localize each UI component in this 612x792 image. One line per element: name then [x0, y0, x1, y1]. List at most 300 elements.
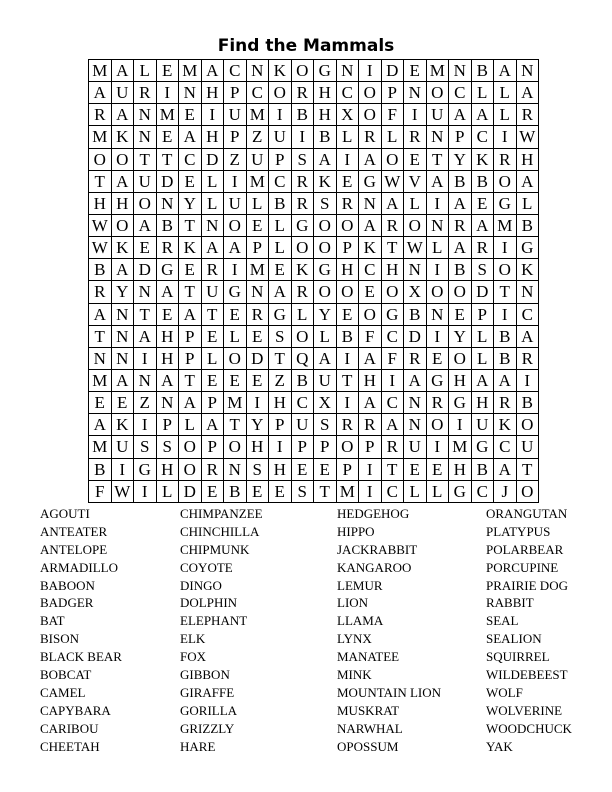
grid-cell[interactable]: I [336, 347, 359, 369]
grid-cell[interactable]: I [111, 458, 134, 480]
grid-cell[interactable]: D [404, 325, 427, 347]
grid-cell[interactable]: R [359, 414, 382, 436]
grid-cell[interactable]: P [224, 126, 247, 148]
grid-cell[interactable]: Z [246, 126, 269, 148]
grid-cell[interactable]: B [89, 458, 112, 480]
grid-cell[interactable]: T [426, 148, 449, 170]
grid-cell[interactable]: A [404, 369, 427, 391]
grid-cell[interactable]: I [134, 480, 157, 502]
grid-cell[interactable]: A [494, 369, 517, 391]
grid-cell[interactable]: A [516, 82, 539, 104]
grid-cell[interactable]: R [426, 392, 449, 414]
grid-cell[interactable]: O [516, 414, 539, 436]
grid-cell[interactable]: N [359, 192, 382, 214]
grid-cell[interactable]: N [111, 347, 134, 369]
grid-cell[interactable]: D [471, 281, 494, 303]
grid-cell[interactable]: T [381, 458, 404, 480]
grid-cell[interactable]: S [269, 325, 292, 347]
grid-cell[interactable]: A [314, 347, 337, 369]
grid-cell[interactable]: C [224, 60, 247, 82]
grid-cell[interactable]: L [134, 60, 157, 82]
grid-cell[interactable]: I [269, 436, 292, 458]
grid-cell[interactable]: I [246, 392, 269, 414]
grid-cell[interactable]: L [179, 414, 202, 436]
grid-cell[interactable]: X [336, 104, 359, 126]
grid-cell[interactable]: Z [269, 369, 292, 391]
grid-cell[interactable]: O [336, 214, 359, 236]
grid-cell[interactable]: R [381, 436, 404, 458]
grid-cell[interactable]: S [471, 259, 494, 281]
grid-cell[interactable]: R [201, 259, 224, 281]
grid-cell[interactable]: D [179, 480, 202, 502]
grid-cell[interactable]: A [89, 303, 112, 325]
grid-cell[interactable]: A [111, 104, 134, 126]
grid-cell[interactable]: O [359, 104, 382, 126]
grid-cell[interactable]: G [426, 369, 449, 391]
grid-cell[interactable]: Y [246, 414, 269, 436]
grid-cell[interactable]: C [516, 303, 539, 325]
grid-cell[interactable]: O [494, 259, 517, 281]
grid-cell[interactable]: S [291, 148, 314, 170]
grid-cell[interactable]: B [494, 347, 517, 369]
grid-cell[interactable]: N [516, 281, 539, 303]
grid-cell[interactable]: I [224, 259, 247, 281]
grid-cell[interactable]: C [494, 436, 517, 458]
grid-cell[interactable]: O [224, 347, 247, 369]
grid-cell[interactable]: O [404, 214, 427, 236]
grid-cell[interactable]: T [224, 414, 247, 436]
grid-cell[interactable]: E [156, 126, 179, 148]
grid-cell[interactable]: L [201, 347, 224, 369]
grid-cell[interactable]: L [156, 480, 179, 502]
grid-cell[interactable]: N [179, 82, 202, 104]
grid-cell[interactable]: A [179, 392, 202, 414]
grid-cell[interactable]: A [359, 347, 382, 369]
grid-cell[interactable]: B [336, 325, 359, 347]
grid-cell[interactable]: P [179, 347, 202, 369]
grid-cell[interactable]: G [269, 303, 292, 325]
grid-cell[interactable]: T [516, 458, 539, 480]
grid-cell[interactable]: R [291, 82, 314, 104]
grid-cell[interactable]: R [89, 104, 112, 126]
grid-cell[interactable]: O [314, 237, 337, 259]
grid-cell[interactable]: H [314, 82, 337, 104]
grid-cell[interactable]: W [89, 237, 112, 259]
grid-cell[interactable]: R [291, 170, 314, 192]
grid-cell[interactable]: H [449, 458, 472, 480]
grid-cell[interactable]: G [494, 192, 517, 214]
grid-cell[interactable]: E [246, 480, 269, 502]
grid-cell[interactable]: O [426, 281, 449, 303]
grid-cell[interactable]: N [246, 60, 269, 82]
grid-cell[interactable]: K [314, 170, 337, 192]
grid-cell[interactable]: A [156, 369, 179, 391]
grid-cell[interactable]: A [156, 281, 179, 303]
grid-cell[interactable]: E [449, 303, 472, 325]
grid-cell[interactable]: E [179, 259, 202, 281]
grid-cell[interactable]: E [426, 458, 449, 480]
grid-cell[interactable]: I [269, 104, 292, 126]
grid-cell[interactable]: H [269, 392, 292, 414]
grid-cell[interactable]: H [156, 347, 179, 369]
grid-cell[interactable]: A [471, 214, 494, 236]
grid-cell[interactable]: A [426, 170, 449, 192]
grid-cell[interactable]: B [404, 303, 427, 325]
grid-cell[interactable]: E [404, 148, 427, 170]
grid-cell[interactable]: E [246, 214, 269, 236]
grid-cell[interactable]: L [404, 480, 427, 502]
grid-cell[interactable]: M [179, 60, 202, 82]
grid-cell[interactable]: G [134, 458, 157, 480]
grid-cell[interactable]: R [404, 126, 427, 148]
grid-cell[interactable]: K [179, 237, 202, 259]
grid-cell[interactable]: C [381, 392, 404, 414]
grid-cell[interactable]: H [314, 104, 337, 126]
grid-cell[interactable]: O [449, 347, 472, 369]
grid-cell[interactable]: B [449, 259, 472, 281]
grid-cell[interactable]: A [516, 325, 539, 347]
grid-cell[interactable]: B [516, 392, 539, 414]
grid-cell[interactable]: I [291, 126, 314, 148]
grid-cell[interactable]: E [336, 303, 359, 325]
grid-cell[interactable]: B [291, 104, 314, 126]
grid-cell[interactable]: N [201, 214, 224, 236]
grid-cell[interactable]: R [449, 214, 472, 236]
grid-cell[interactable]: E [224, 303, 247, 325]
grid-cell[interactable]: L [404, 192, 427, 214]
grid-cell[interactable]: H [246, 436, 269, 458]
grid-cell[interactable]: A [471, 369, 494, 391]
grid-cell[interactable]: L [246, 192, 269, 214]
grid-cell[interactable]: M [89, 436, 112, 458]
grid-cell[interactable]: H [156, 325, 179, 347]
grid-cell[interactable]: T [179, 369, 202, 391]
grid-cell[interactable]: N [134, 104, 157, 126]
grid-cell[interactable]: N [111, 325, 134, 347]
grid-cell[interactable]: R [381, 214, 404, 236]
grid-cell[interactable]: T [89, 325, 112, 347]
grid-cell[interactable]: N [89, 347, 112, 369]
grid-cell[interactable]: C [359, 259, 382, 281]
grid-cell[interactable]: G [156, 259, 179, 281]
grid-cell[interactable]: N [449, 60, 472, 82]
grid-cell[interactable]: U [471, 414, 494, 436]
grid-cell[interactable]: D [134, 259, 157, 281]
grid-cell[interactable]: C [179, 148, 202, 170]
grid-cell[interactable]: E [336, 170, 359, 192]
grid-cell[interactable]: E [404, 60, 427, 82]
grid-cell[interactable]: E [224, 369, 247, 391]
grid-cell[interactable]: M [89, 369, 112, 391]
grid-cell[interactable]: A [134, 325, 157, 347]
grid-cell[interactable]: R [471, 237, 494, 259]
grid-cell[interactable]: K [269, 60, 292, 82]
grid-cell[interactable]: O [179, 458, 202, 480]
grid-cell[interactable]: I [494, 126, 517, 148]
grid-cell[interactable]: B [269, 192, 292, 214]
grid-cell[interactable]: P [246, 237, 269, 259]
grid-cell[interactable]: I [359, 60, 382, 82]
grid-cell[interactable]: U [224, 192, 247, 214]
grid-cell[interactable]: H [269, 458, 292, 480]
grid-cell[interactable]: D [156, 170, 179, 192]
grid-cell[interactable]: A [494, 60, 517, 82]
grid-cell[interactable]: W [516, 126, 539, 148]
grid-cell[interactable]: C [269, 170, 292, 192]
grid-cell[interactable]: P [471, 303, 494, 325]
grid-cell[interactable]: Y [449, 148, 472, 170]
grid-cell[interactable]: L [471, 347, 494, 369]
grid-cell[interactable]: L [201, 192, 224, 214]
grid-cell[interactable]: U [269, 126, 292, 148]
grid-cell[interactable]: S [291, 480, 314, 502]
grid-cell[interactable]: O [449, 281, 472, 303]
grid-cell[interactable]: B [449, 170, 472, 192]
grid-cell[interactable]: F [359, 325, 382, 347]
grid-cell[interactable]: E [201, 369, 224, 391]
grid-cell[interactable]: Y [314, 303, 337, 325]
grid-cell[interactable]: T [381, 237, 404, 259]
grid-cell[interactable]: Z [224, 148, 247, 170]
grid-cell[interactable]: P [224, 82, 247, 104]
grid-cell[interactable]: A [201, 60, 224, 82]
grid-cell[interactable]: I [381, 369, 404, 391]
grid-cell[interactable]: L [336, 126, 359, 148]
grid-cell[interactable]: A [111, 369, 134, 391]
grid-cell[interactable]: B [89, 259, 112, 281]
grid-cell[interactable]: W [111, 480, 134, 502]
grid-cell[interactable]: K [494, 414, 517, 436]
grid-cell[interactable]: K [111, 414, 134, 436]
grid-cell[interactable]: Y [179, 192, 202, 214]
grid-cell[interactable]: P [314, 436, 337, 458]
grid-cell[interactable]: E [201, 325, 224, 347]
grid-cell[interactable]: U [291, 414, 314, 436]
grid-cell[interactable]: O [291, 237, 314, 259]
grid-cell[interactable]: E [314, 458, 337, 480]
grid-cell[interactable]: Z [134, 392, 157, 414]
grid-cell[interactable]: R [336, 192, 359, 214]
grid-cell[interactable]: K [359, 237, 382, 259]
grid-cell[interactable]: R [404, 347, 427, 369]
grid-cell[interactable]: E [269, 259, 292, 281]
grid-cell[interactable]: I [426, 259, 449, 281]
grid-cell[interactable]: X [404, 281, 427, 303]
grid-cell[interactable]: T [269, 347, 292, 369]
grid-cell[interactable]: A [516, 170, 539, 192]
grid-cell[interactable]: M [224, 392, 247, 414]
grid-cell[interactable]: C [471, 126, 494, 148]
grid-cell[interactable]: B [224, 480, 247, 502]
grid-cell[interactable]: K [111, 237, 134, 259]
grid-cell[interactable]: O [516, 480, 539, 502]
grid-cell[interactable]: T [179, 281, 202, 303]
grid-cell[interactable]: H [449, 369, 472, 391]
grid-cell[interactable]: M [336, 480, 359, 502]
grid-cell[interactable]: E [291, 458, 314, 480]
grid-cell[interactable]: H [381, 259, 404, 281]
grid-cell[interactable]: C [471, 480, 494, 502]
grid-cell[interactable]: O [381, 148, 404, 170]
grid-cell[interactable]: G [359, 170, 382, 192]
grid-cell[interactable]: N [156, 392, 179, 414]
grid-cell[interactable]: C [381, 325, 404, 347]
grid-cell[interactable]: T [156, 148, 179, 170]
grid-cell[interactable]: J [494, 480, 517, 502]
grid-cell[interactable]: A [494, 458, 517, 480]
grid-cell[interactable]: E [179, 170, 202, 192]
grid-cell[interactable]: O [179, 436, 202, 458]
grid-cell[interactable]: N [134, 369, 157, 391]
grid-cell[interactable]: P [336, 458, 359, 480]
grid-cell[interactable]: E [426, 347, 449, 369]
grid-cell[interactable]: T [179, 214, 202, 236]
grid-cell[interactable]: P [156, 414, 179, 436]
grid-cell[interactable]: A [269, 281, 292, 303]
grid-cell[interactable]: H [156, 458, 179, 480]
grid-cell[interactable]: P [336, 237, 359, 259]
grid-cell[interactable]: G [516, 237, 539, 259]
grid-cell[interactable]: U [314, 369, 337, 391]
grid-cell[interactable]: O [134, 192, 157, 214]
grid-cell[interactable]: A [359, 214, 382, 236]
grid-cell[interactable]: O [359, 82, 382, 104]
grid-cell[interactable]: Q [291, 347, 314, 369]
grid-cell[interactable]: D [246, 347, 269, 369]
grid-cell[interactable]: T [134, 303, 157, 325]
grid-cell[interactable]: A [89, 82, 112, 104]
grid-cell[interactable]: R [291, 192, 314, 214]
grid-cell[interactable]: G [314, 259, 337, 281]
grid-cell[interactable]: B [471, 458, 494, 480]
grid-cell[interactable]: I [449, 414, 472, 436]
grid-cell[interactable]: L [291, 303, 314, 325]
grid-cell[interactable]: T [314, 480, 337, 502]
grid-cell[interactable]: I [426, 192, 449, 214]
grid-cell[interactable]: O [224, 436, 247, 458]
grid-cell[interactable]: T [134, 148, 157, 170]
grid-cell[interactable]: A [201, 414, 224, 436]
grid-cell[interactable]: L [224, 325, 247, 347]
grid-cell[interactable]: V [404, 170, 427, 192]
grid-cell[interactable]: A [314, 148, 337, 170]
grid-cell[interactable]: I [494, 303, 517, 325]
grid-cell[interactable]: L [269, 214, 292, 236]
grid-cell[interactable]: H [89, 192, 112, 214]
grid-cell[interactable]: A [89, 414, 112, 436]
grid-cell[interactable]: O [111, 148, 134, 170]
grid-cell[interactable]: G [449, 392, 472, 414]
grid-cell[interactable]: O [494, 170, 517, 192]
grid-cell[interactable]: O [336, 436, 359, 458]
grid-cell[interactable]: A [201, 237, 224, 259]
grid-cell[interactable]: L [314, 325, 337, 347]
grid-cell[interactable]: D [381, 60, 404, 82]
grid-cell[interactable]: E [156, 303, 179, 325]
grid-cell[interactable]: M [426, 60, 449, 82]
grid-cell[interactable]: M [89, 126, 112, 148]
grid-cell[interactable]: U [246, 148, 269, 170]
grid-cell[interactable]: N [404, 259, 427, 281]
grid-cell[interactable]: H [336, 259, 359, 281]
grid-cell[interactable]: A [471, 104, 494, 126]
grid-cell[interactable]: W [404, 237, 427, 259]
grid-cell[interactable]: I [336, 392, 359, 414]
grid-cell[interactable]: M [246, 170, 269, 192]
grid-cell[interactable]: L [516, 192, 539, 214]
grid-cell[interactable]: N [404, 392, 427, 414]
grid-cell[interactable]: I [156, 82, 179, 104]
grid-cell[interactable]: U [201, 281, 224, 303]
grid-cell[interactable]: E [134, 237, 157, 259]
grid-cell[interactable]: F [381, 347, 404, 369]
grid-cell[interactable]: N [404, 414, 427, 436]
grid-cell[interactable]: I [336, 148, 359, 170]
grid-cell[interactable]: S [246, 458, 269, 480]
grid-cell[interactable]: A [224, 237, 247, 259]
grid-cell[interactable]: F [381, 104, 404, 126]
grid-cell[interactable]: E [201, 480, 224, 502]
grid-cell[interactable]: S [314, 192, 337, 214]
grid-cell[interactable]: R [494, 148, 517, 170]
grid-cell[interactable]: M [89, 60, 112, 82]
grid-cell[interactable]: P [269, 148, 292, 170]
grid-cell[interactable]: A [179, 126, 202, 148]
grid-cell[interactable]: N [516, 60, 539, 82]
grid-cell[interactable]: I [134, 414, 157, 436]
grid-cell[interactable]: W [381, 170, 404, 192]
grid-cell[interactable]: E [156, 60, 179, 82]
grid-cell[interactable]: F [89, 480, 112, 502]
grid-cell[interactable]: H [471, 392, 494, 414]
grid-cell[interactable]: O [314, 281, 337, 303]
grid-cell[interactable]: I [224, 170, 247, 192]
grid-cell[interactable]: O [291, 325, 314, 347]
grid-cell[interactable]: G [471, 436, 494, 458]
grid-cell[interactable]: M [494, 214, 517, 236]
grid-cell[interactable]: E [246, 325, 269, 347]
grid-cell[interactable]: A [449, 237, 472, 259]
grid-cell[interactable]: L [381, 126, 404, 148]
grid-cell[interactable]: O [336, 281, 359, 303]
grid-cell[interactable]: W [89, 214, 112, 236]
grid-cell[interactable]: B [471, 170, 494, 192]
grid-cell[interactable]: G [449, 480, 472, 502]
grid-cell[interactable]: L [426, 237, 449, 259]
grid-cell[interactable]: O [426, 414, 449, 436]
grid-cell[interactable]: R [516, 347, 539, 369]
grid-cell[interactable]: O [224, 214, 247, 236]
grid-cell[interactable]: H [201, 82, 224, 104]
grid-cell[interactable]: O [89, 148, 112, 170]
grid-cell[interactable]: E [269, 480, 292, 502]
grid-cell[interactable]: T [89, 170, 112, 192]
grid-cell[interactable]: P [269, 414, 292, 436]
grid-cell[interactable]: O [269, 82, 292, 104]
grid-cell[interactable]: M [156, 104, 179, 126]
grid-cell[interactable]: K [291, 259, 314, 281]
grid-cell[interactable]: P [449, 126, 472, 148]
grid-cell[interactable]: R [89, 281, 112, 303]
grid-cell[interactable]: U [111, 82, 134, 104]
grid-cell[interactable]: U [426, 104, 449, 126]
grid-cell[interactable]: G [291, 214, 314, 236]
grid-cell[interactable]: R [494, 392, 517, 414]
grid-cell[interactable]: A [111, 60, 134, 82]
grid-cell[interactable]: O [381, 281, 404, 303]
grid-cell[interactable]: O [314, 214, 337, 236]
grid-cell[interactable]: O [111, 214, 134, 236]
